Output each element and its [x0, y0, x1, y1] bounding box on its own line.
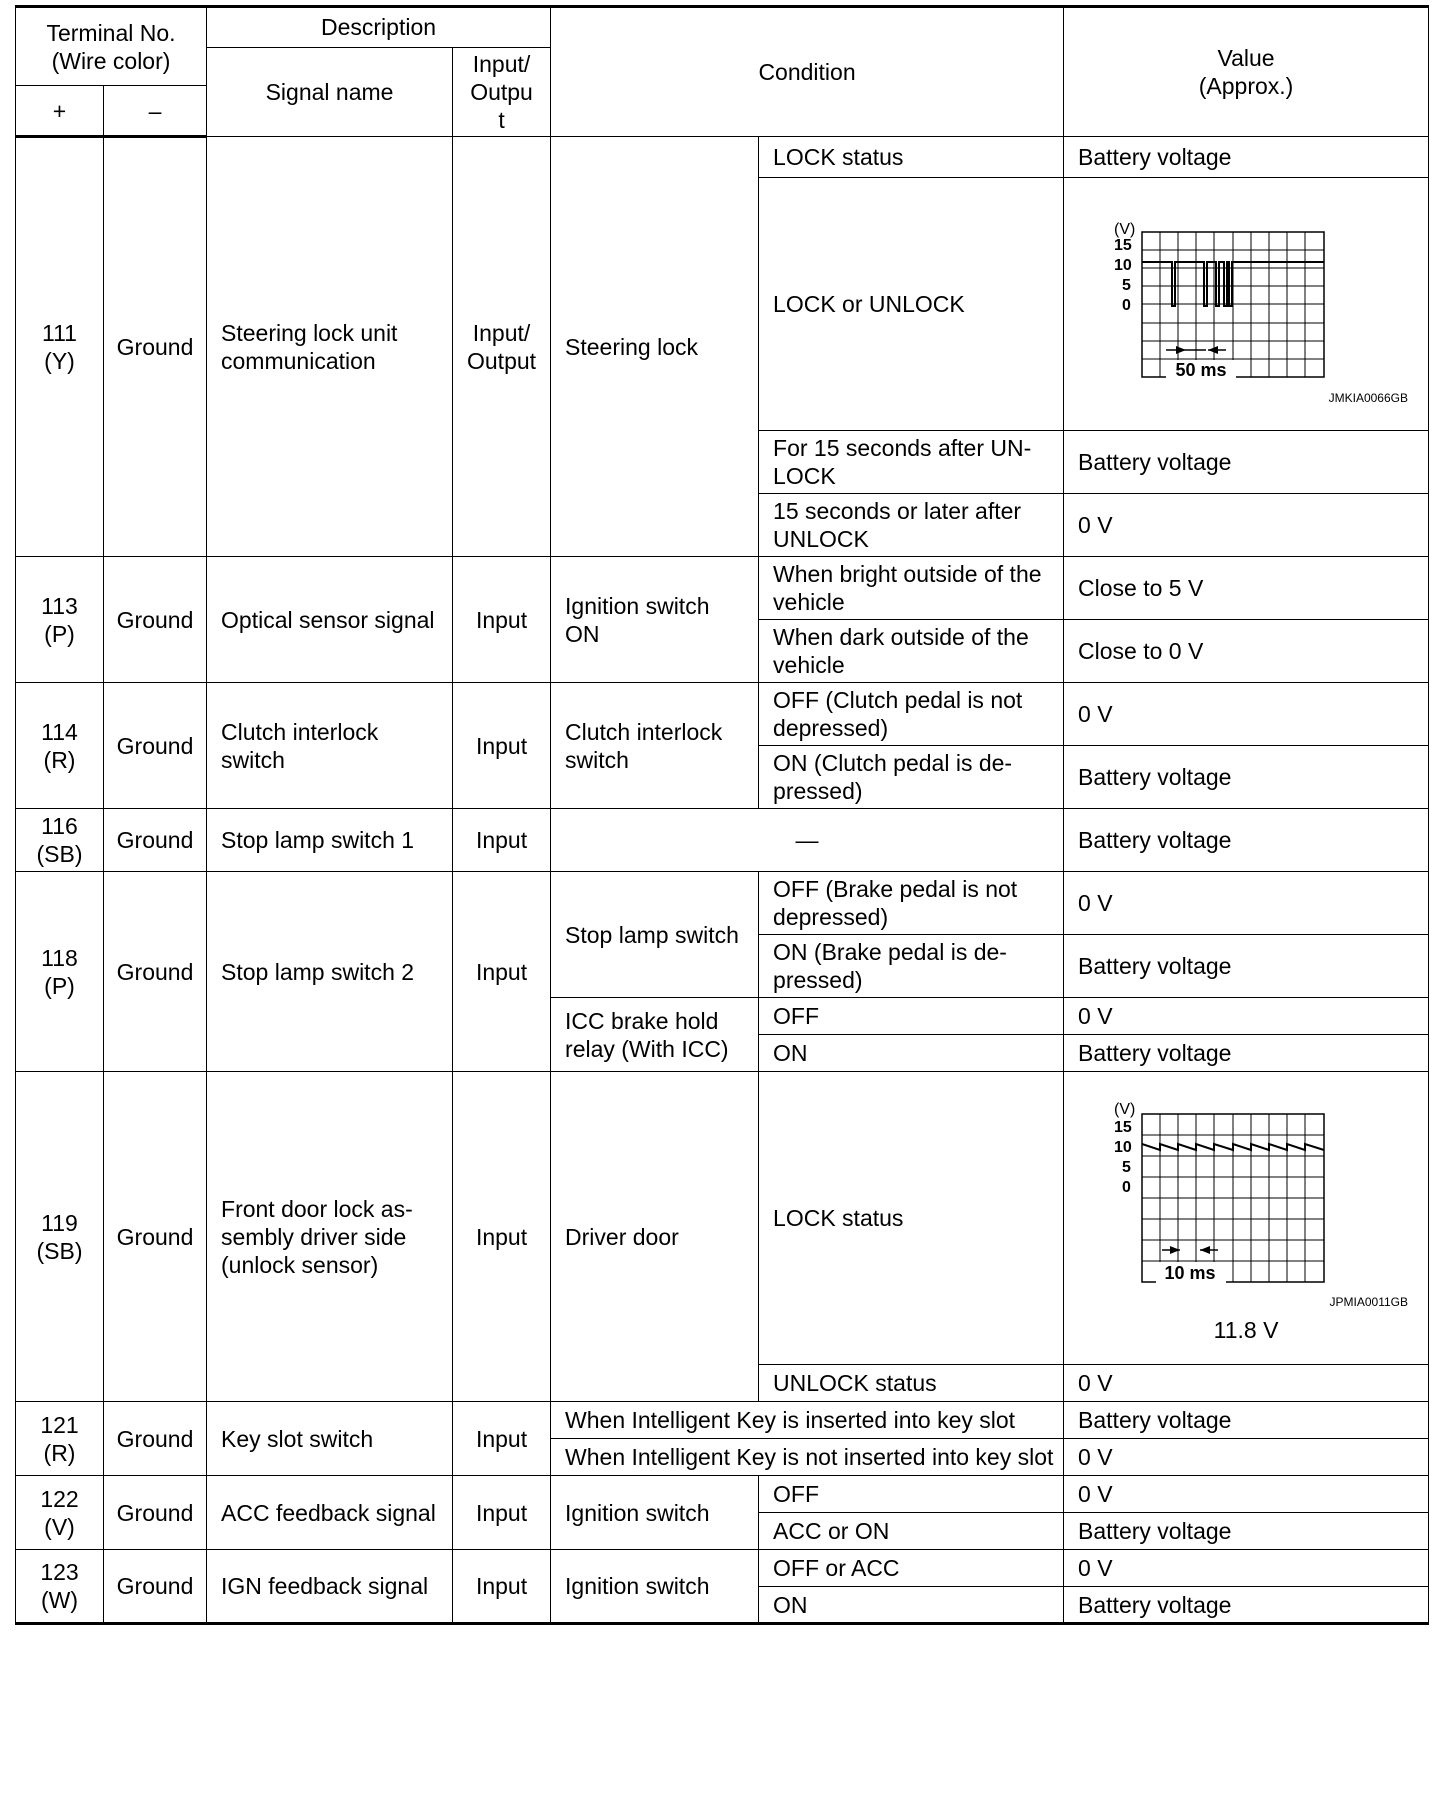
condition-cell: When Intelligent Key is not inserted into key slot: [551, 1439, 1064, 1476]
terminal-cell: 116 (SB): [16, 809, 104, 872]
terminal-table-container: [15, 5, 1428, 1625]
io-cell: Input: [453, 1072, 551, 1402]
minus-cell: Ground: [104, 557, 207, 683]
terminal-cell: 123 (W): [16, 1550, 104, 1624]
header-description: Description: [207, 7, 551, 48]
signal-cell: Clutch interlock switch: [207, 683, 453, 809]
table-row: [16, 872, 1429, 935]
value-cell: Close to 5 V: [1064, 557, 1429, 620]
value-cell: 0 V: [1064, 683, 1429, 746]
value-cell: 0 V: [1064, 1476, 1429, 1513]
subcondition-cell: For 15 seconds after UN-LOCK: [759, 431, 1064, 494]
signal-cell: Front door lock as-sembly driver side (unlock sensor): [207, 1072, 453, 1402]
io-cell: Input: [453, 1402, 551, 1476]
condition-cell: Steering lock: [551, 137, 759, 557]
value-cell: 11.8 V: [1213, 1317, 1279, 1344]
value-cell: Battery voltage: [1064, 809, 1429, 872]
value-cell: 0 V: [1064, 1439, 1429, 1476]
waveform-cell: [1064, 178, 1429, 431]
condition-cell: Driver door: [551, 1072, 759, 1402]
io-cell: Input: [453, 809, 551, 872]
value-cell: Battery voltage: [1064, 431, 1429, 494]
table-row: [16, 1402, 1429, 1439]
svg-text:5: 5: [1122, 277, 1131, 295]
value-cell: Battery voltage: [1064, 137, 1429, 178]
value-cell: Battery voltage: [1064, 1513, 1429, 1550]
subcondition-cell: OFF (Clutch pedal is not depressed): [759, 683, 1064, 746]
svg-text:5: 5: [1122, 1159, 1131, 1177]
subcondition-cell: LOCK status: [759, 1072, 1064, 1365]
value-cell: Battery voltage: [1064, 746, 1429, 809]
header-minus: –: [104, 86, 207, 137]
io-cell: Input: [453, 683, 551, 809]
header-plus: +: [16, 86, 104, 137]
signal-cell: Stop lamp switch 1: [207, 809, 453, 872]
value-cell: Close to 0 V: [1064, 620, 1429, 683]
io-cell: Input: [453, 1550, 551, 1624]
table-row: [16, 137, 1429, 178]
svg-text:10: 10: [1114, 1139, 1132, 1157]
signal-cell: Stop lamp switch 2: [207, 872, 453, 1072]
value-cell: Battery voltage: [1064, 1587, 1429, 1624]
io-cell: Input: [453, 1476, 551, 1550]
subcondition-cell: UNLOCK status: [759, 1365, 1064, 1402]
terminal-cell: 114 (R): [16, 683, 104, 809]
table-row: [16, 809, 1429, 872]
terminal-cell: 111 (Y): [16, 137, 104, 557]
svg-text:0: 0: [1122, 1179, 1131, 1197]
value-cell: 0 V: [1064, 998, 1429, 1035]
subcondition-cell: ACC or ON: [759, 1513, 1064, 1550]
terminal-table: [15, 5, 1429, 1625]
subcondition-cell: ON: [759, 1035, 1064, 1072]
subcondition-cell: OFF: [759, 1476, 1064, 1513]
value-cell: Battery voltage: [1064, 935, 1429, 998]
condition-cell: Ignition switch: [551, 1476, 759, 1550]
terminal-cell: 121 (R): [16, 1402, 104, 1476]
terminal-cell: 118 (P): [16, 872, 104, 1072]
subcondition-cell: LOCK or UNLOCK: [759, 178, 1064, 431]
subcondition-cell: OFF: [759, 998, 1064, 1035]
subcondition-cell: ON (Brake pedal is de-pressed): [759, 935, 1064, 998]
subcondition-cell: ON: [759, 1587, 1064, 1624]
svg-text:JMKIA0066GB: JMKIA0066GB: [1328, 391, 1409, 406]
header-terminal: Terminal No. (Wire color): [16, 7, 207, 86]
table-row: [16, 557, 1429, 620]
terminal-cell: 122 (V): [16, 1476, 104, 1550]
subcondition-cell: LOCK status: [759, 137, 1064, 178]
io-cell: Input/ Output: [453, 137, 551, 557]
header-value: Value (Approx.): [1064, 7, 1429, 137]
condition-cell: Stop lamp switch: [551, 872, 759, 998]
header-condition: Condition: [551, 7, 1064, 137]
condition-cell: ICC brake hold relay (With ICC): [551, 998, 759, 1072]
minus-cell: Ground: [104, 872, 207, 1072]
subcondition-cell: 15 seconds or later after UNLOCK: [759, 494, 1064, 557]
header-input-output: Input/ Output: [453, 48, 551, 137]
table-row: [16, 683, 1429, 746]
steering-waveform-icon: [1076, 194, 1416, 414]
signal-cell: Key slot switch: [207, 1402, 453, 1476]
minus-cell: Ground: [104, 1476, 207, 1550]
svg-text:15: 15: [1114, 237, 1132, 255]
value-cell: Battery voltage: [1064, 1402, 1429, 1439]
condition-cell: When Intelligent Key is inserted into key slot: [551, 1402, 1064, 1439]
svg-text:(V): (V): [1114, 1101, 1136, 1119]
value-cell: 0 V: [1064, 1365, 1429, 1402]
value-cell: 0 V: [1064, 494, 1429, 557]
table-row: [16, 1072, 1429, 1365]
value-cell: 0 V: [1064, 1550, 1429, 1587]
subcondition-cell: OFF or ACC: [759, 1550, 1064, 1587]
io-cell: Input: [453, 872, 551, 1072]
terminal-cell: 113 (P): [16, 557, 104, 683]
minus-cell: Ground: [104, 1072, 207, 1402]
terminal-cell: 119 (SB): [16, 1072, 104, 1402]
value-cell: Battery voltage: [1064, 1035, 1429, 1072]
minus-cell: Ground: [104, 809, 207, 872]
svg-text:50 ms: 50 ms: [1175, 360, 1227, 381]
minus-cell: Ground: [104, 137, 207, 557]
minus-cell: Ground: [104, 1402, 207, 1476]
svg-text:15: 15: [1114, 1119, 1132, 1137]
door-waveform-icon: [1076, 1092, 1416, 1314]
table-row: [16, 1550, 1429, 1587]
svg-text:JPMIA0011GB: JPMIA0011GB: [1329, 1295, 1409, 1310]
minus-cell: Ground: [104, 1550, 207, 1624]
minus-cell: Ground: [104, 683, 207, 809]
svg-text:10: 10: [1114, 257, 1132, 275]
svg-text:0: 0: [1122, 297, 1131, 315]
condition-cell: Ignition switch: [551, 1550, 759, 1624]
signal-cell: Optical sensor signal: [207, 557, 453, 683]
subcondition-cell: When dark outside of the vehicle: [759, 620, 1064, 683]
condition-cell: Clutch interlock switch: [551, 683, 759, 809]
svg-text:(V): (V): [1114, 221, 1136, 239]
subcondition-cell: OFF (Brake pedal is not depressed): [759, 872, 1064, 935]
condition-cell: —: [551, 809, 1064, 872]
signal-cell: IGN feedback signal: [207, 1550, 453, 1624]
table-row: [16, 1476, 1429, 1513]
io-cell: Input: [453, 557, 551, 683]
waveform-cell: [1064, 1072, 1429, 1365]
signal-cell: Steering lock unit communication: [207, 137, 453, 557]
signal-cell: ACC feedback signal: [207, 1476, 453, 1550]
subcondition-cell: When bright outside of the vehicle: [759, 557, 1064, 620]
header-signal-name: Signal name: [207, 48, 453, 137]
subcondition-cell: ON (Clutch pedal is de-pressed): [759, 746, 1064, 809]
svg-text:10 ms: 10 ms: [1164, 1263, 1216, 1284]
condition-cell: Ignition switch ON: [551, 557, 759, 683]
value-cell: 0 V: [1064, 872, 1429, 935]
